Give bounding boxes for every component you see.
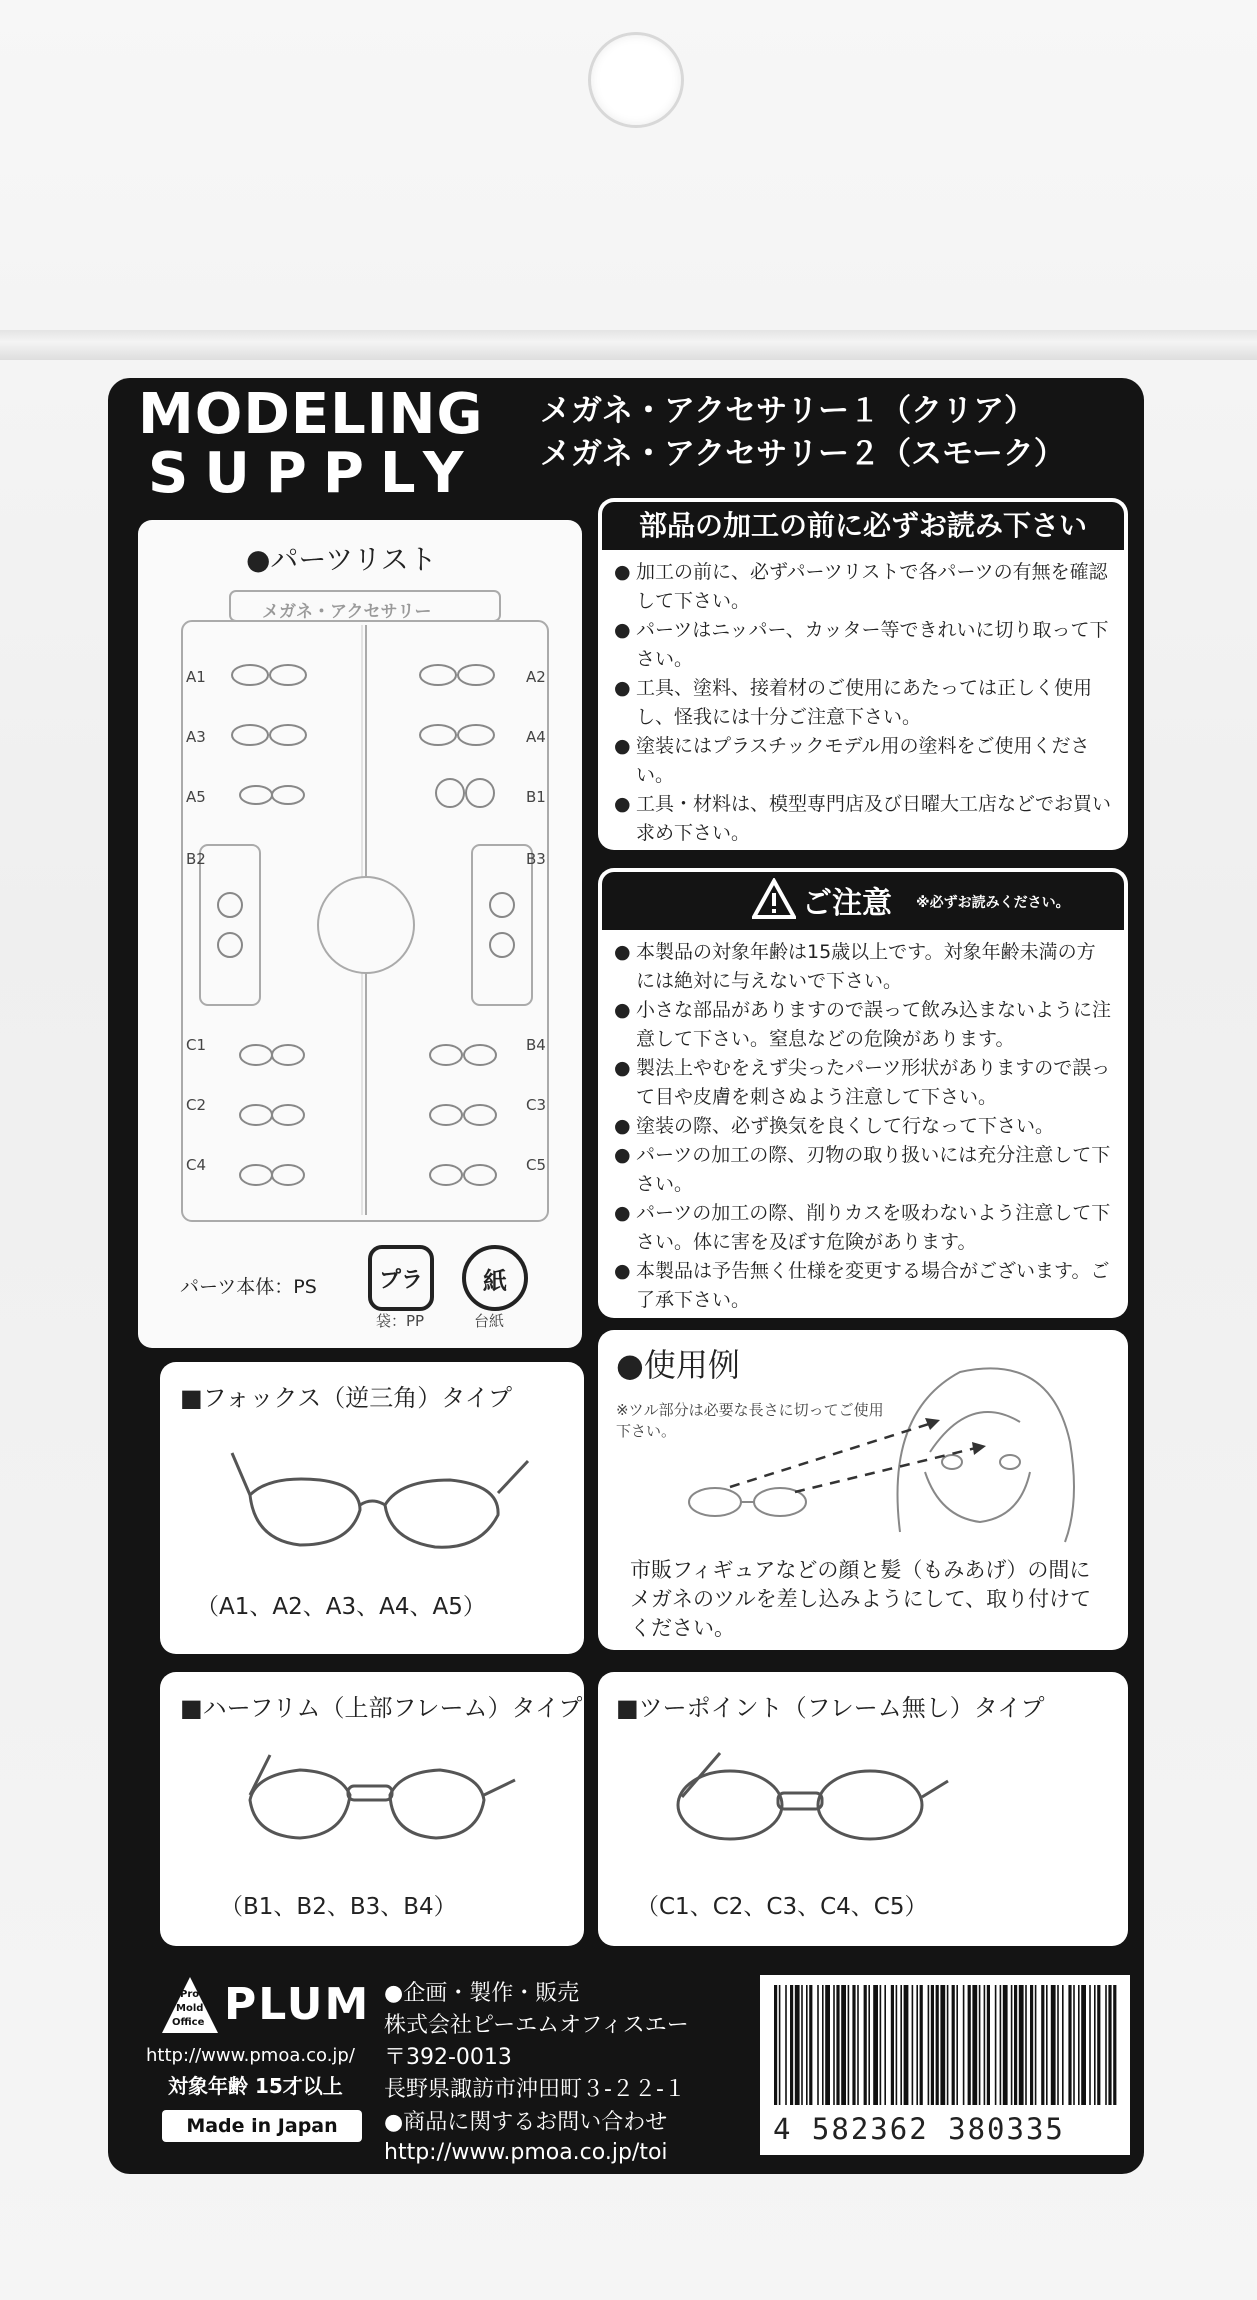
sprue-diagram xyxy=(180,585,552,1225)
caution-heading: ご注意 xyxy=(802,886,892,921)
list-item: ● 塗装にはプラスチックモデル用の塗料をご使用ください。 xyxy=(614,732,1114,790)
barcode-bar xyxy=(1097,1985,1100,2105)
barcode-bar xyxy=(857,1985,859,2105)
barcode-bar xyxy=(1011,1985,1013,2105)
brand-title xyxy=(138,382,518,506)
barcode-bar xyxy=(979,1985,981,2105)
barcode-bars xyxy=(760,1975,1130,2115)
type-fox-codes: （A1、A2、A3、A4、A5） xyxy=(196,1594,486,1620)
barcode-bar xyxy=(1003,1985,1008,2105)
type-fox-title: ■フォックス（逆三角）タイプ xyxy=(180,1384,513,1412)
company-line: ●企画・製作・販売 xyxy=(384,1981,580,2006)
barcode-bar xyxy=(806,1985,808,2105)
list-item: ● 工具、塗料、接着材のご使用にあたっては正しく使用し、怪我には十分ご注意下さい。 xyxy=(614,674,1114,732)
barcode-bar xyxy=(817,1985,819,2105)
barcode-bar xyxy=(1094,1985,1096,2105)
barcode-bar xyxy=(1000,1985,1002,2105)
usage-heading: ●使用例 xyxy=(616,1346,740,1384)
part-code-a5: A5 xyxy=(186,788,206,806)
barcode-bar xyxy=(1057,1985,1059,2105)
barcode-bar xyxy=(972,1985,977,2105)
barcode-bar xyxy=(952,1985,955,2105)
barcode-bar xyxy=(790,1985,793,2105)
list-item: ● 本製品の対象年齢は15歳以上です。対象年齢未満の方には絶対に与えないで下さい。 xyxy=(614,938,1114,996)
part-code-b4: B4 xyxy=(526,1036,546,1054)
barcode-digits: 4 582362 380335 xyxy=(773,2112,1065,2146)
twopoint-glasses-icon xyxy=(670,1745,950,1855)
part-code-c5: C5 xyxy=(526,1156,547,1174)
barcode-bar xyxy=(912,1985,914,2105)
footer-age: 対象年齢 15才以上 xyxy=(168,2074,343,2098)
made-in-japan-badge: Made in Japan xyxy=(162,2110,362,2142)
barcode-bar xyxy=(995,1985,997,2105)
usage-text: 市販フィギュアなどの顔と髪（もみあげ）の間にメガネのツルを差し込みようにして、取り付けてください。 xyxy=(630,1558,1092,1640)
barcode-bar xyxy=(864,1985,867,2105)
barcode-bar xyxy=(916,1985,918,2105)
barcode-bar xyxy=(884,1985,886,2105)
company-info xyxy=(384,1978,689,2106)
barcode-bar xyxy=(809,1985,812,2105)
list-item: ● パーツの加工の際、削りカスを吸わないよう注意して下さい。体に害を及ぼす危険があります。 xyxy=(614,1199,1114,1257)
barcode-bar xyxy=(795,1985,800,2105)
barcode-bar xyxy=(1046,1985,1048,2105)
footer-url: http://www.pmoa.co.jp/ xyxy=(146,2045,355,2066)
part-code-c3: C3 xyxy=(526,1096,547,1114)
type-twopoint-title: ■ツーポイント（フレーム無し）タイプ xyxy=(616,1694,1045,1722)
barcode-bar xyxy=(779,1985,781,2105)
barcode-bar xyxy=(836,1985,839,2105)
part-code-c2: C2 xyxy=(186,1096,207,1114)
barcode-bar xyxy=(956,1985,958,2105)
recycle-mark-paper: 紙 xyxy=(462,1245,528,1311)
barcode-bar xyxy=(1035,1985,1037,2105)
barcode-bar xyxy=(785,1985,787,2105)
list-item: ● 小さな部品がありますので誤って飲み込まないように注意して下さい。窒息などの危険があります。 xyxy=(614,996,1114,1054)
barcode-bar xyxy=(1105,1985,1107,2105)
recycle-mark-pla: プラ xyxy=(368,1245,434,1311)
list-item: ● パーツはニッパー、カッター等できれいに切り取って下さい。 xyxy=(614,616,1114,674)
barcode-bar xyxy=(904,1985,909,2105)
barcode-bar xyxy=(852,1985,855,2105)
barcode-bar xyxy=(936,1985,939,2105)
usage-note: ※ツル部分は必要な長さに切ってご使用下さい。 xyxy=(616,1401,884,1440)
inquiry-line: ●商品に関するお問い合わせ xyxy=(384,2110,668,2135)
barcode-bar xyxy=(1113,1985,1116,2105)
company-line: 長野県諏訪市沖田町３-２２-１ xyxy=(384,2077,686,2102)
logo-sub-1: Pro xyxy=(180,1989,200,2000)
list-item: ● パーツの加工の際、刃物の取り扱いには充分注意して下さい。 xyxy=(614,1141,1114,1199)
barcode-bar xyxy=(1081,1985,1086,2105)
caution-list xyxy=(614,938,1114,1315)
part-code-a4: A4 xyxy=(526,728,546,746)
logo-sub-3: Office xyxy=(172,2017,205,2028)
before-processing-list xyxy=(614,558,1114,848)
barcode-bar xyxy=(891,1985,894,2105)
part-code-a1: A1 xyxy=(186,668,206,686)
barcode-bar xyxy=(1089,1985,1091,2105)
barcode-bar xyxy=(968,1985,971,2105)
parts-list-title: ●パーツリスト xyxy=(246,543,437,576)
barcode-bar xyxy=(1068,1985,1071,2105)
barcode-bar xyxy=(1025,1985,1027,2105)
part-code-c1: C1 xyxy=(186,1036,207,1054)
list-item: ● 加工の前に、必ずパーツリストで各パーツの有無を確認して下さい。 xyxy=(614,558,1114,616)
caution-sub: ※必ずお読みください。 xyxy=(916,895,1070,911)
barcode-bar xyxy=(841,1985,846,2105)
barcode-bar xyxy=(822,1985,824,2105)
barcode-bar xyxy=(963,1985,965,2105)
part-code-b2: B2 xyxy=(186,850,206,868)
brand-line-2: SUPPLY xyxy=(148,441,480,506)
part-code-b3: B3 xyxy=(526,850,546,868)
brand-line-1: MODELING xyxy=(138,382,484,447)
barcode-bar xyxy=(1019,1985,1024,2105)
logo-sub-2: Mold xyxy=(176,2003,204,2014)
type-halfrim-title: ■ハーフリム（上部フレーム）タイプ xyxy=(180,1694,583,1722)
barcode-bar xyxy=(801,1985,803,2105)
barcode-bar xyxy=(1073,1985,1075,2105)
barcode-bar xyxy=(1108,1985,1111,2105)
before-processing-heading: 部品の加工の前に必ずお読み下さい xyxy=(602,502,1124,550)
barcode-bar xyxy=(1041,1985,1044,2105)
barcode-bar xyxy=(868,1985,870,2105)
barcode-bar xyxy=(774,1985,777,2105)
plum-logo xyxy=(160,1975,370,2035)
halfrim-glasses-icon xyxy=(240,1740,520,1860)
barcode-bar xyxy=(984,1985,986,2105)
logo-text: PLUM xyxy=(224,1979,371,2030)
barcode-bar xyxy=(848,1985,850,2105)
company-line: 株式会社ピーエムオフィスエー xyxy=(384,2013,689,2038)
inquiry-line: http://www.pmoa.co.jp/toi xyxy=(384,2140,668,2165)
barcode-bar xyxy=(1062,1985,1064,2105)
product-name-1: メガネ・アクセサリー１（クリア） xyxy=(540,393,1036,429)
barcode-bar xyxy=(1051,1985,1056,2105)
inquiry-info xyxy=(384,2108,668,2168)
part-code-a2: A2 xyxy=(526,668,546,686)
barcode-bar xyxy=(873,1985,878,2105)
sprue-label: メガネ・アクセサリー xyxy=(262,602,432,622)
barcode-bar xyxy=(900,1985,902,2105)
barcode-bar xyxy=(896,1985,898,2105)
bag-seal xyxy=(0,330,1257,360)
barcode-bar xyxy=(920,1985,923,2105)
barcode-bar xyxy=(940,1985,945,2105)
list-item: ● 製法上やむをえず尖ったパーツ形状がありますので誤って目や皮膚を刺さぬよう注意して下さい。 xyxy=(614,1054,1114,1112)
recycle-caption-paper: 台紙 xyxy=(474,1312,505,1330)
company-line: 〒392-0013 xyxy=(384,2045,512,2070)
barcode-bar xyxy=(931,1985,934,2105)
barcode-bar xyxy=(1014,1985,1017,2105)
barcode-bar xyxy=(825,1985,830,2105)
part-code-a3: A3 xyxy=(186,728,206,746)
fox-glasses-icon xyxy=(230,1435,530,1585)
recycle-caption-pla: 袋：PP xyxy=(376,1312,425,1330)
list-item: ● 本製品は予告無く仕様を変更する場合がございます。ご了承下さい。 xyxy=(614,1257,1114,1315)
barcode-bar xyxy=(1078,1985,1080,2105)
warning-icon xyxy=(752,878,796,920)
part-code-c4: C4 xyxy=(186,1156,207,1174)
figure-illustration xyxy=(670,1352,1120,1552)
barcode-bar xyxy=(1030,1985,1033,2105)
type-halfrim-codes: （B1、B2、B3、B4） xyxy=(220,1894,457,1920)
type-twopoint-codes: （C1、C2、C3、C4、C5） xyxy=(636,1894,928,1920)
part-code-b1: B1 xyxy=(526,788,546,806)
barcode-bar xyxy=(928,1985,930,2105)
barcode-bar xyxy=(987,1985,990,2105)
list-item: ● 塗装の際、必ず換気を良くして行なって下さい。 xyxy=(614,1112,1114,1141)
barcode-bar xyxy=(947,1985,949,2105)
material-label: パーツ本体：PS xyxy=(180,1276,317,1298)
barcode-bar xyxy=(833,1985,835,2105)
product-name-2: メガネ・アクセサリー２（スモーク） xyxy=(540,436,1065,472)
hang-hole xyxy=(588,32,684,128)
barcode-bar xyxy=(880,1985,882,2105)
product-names xyxy=(540,390,1130,476)
list-item: ● 工具・材料は、模型専門店及び日曜大工店などでお買い求め下さい。 xyxy=(614,790,1114,848)
